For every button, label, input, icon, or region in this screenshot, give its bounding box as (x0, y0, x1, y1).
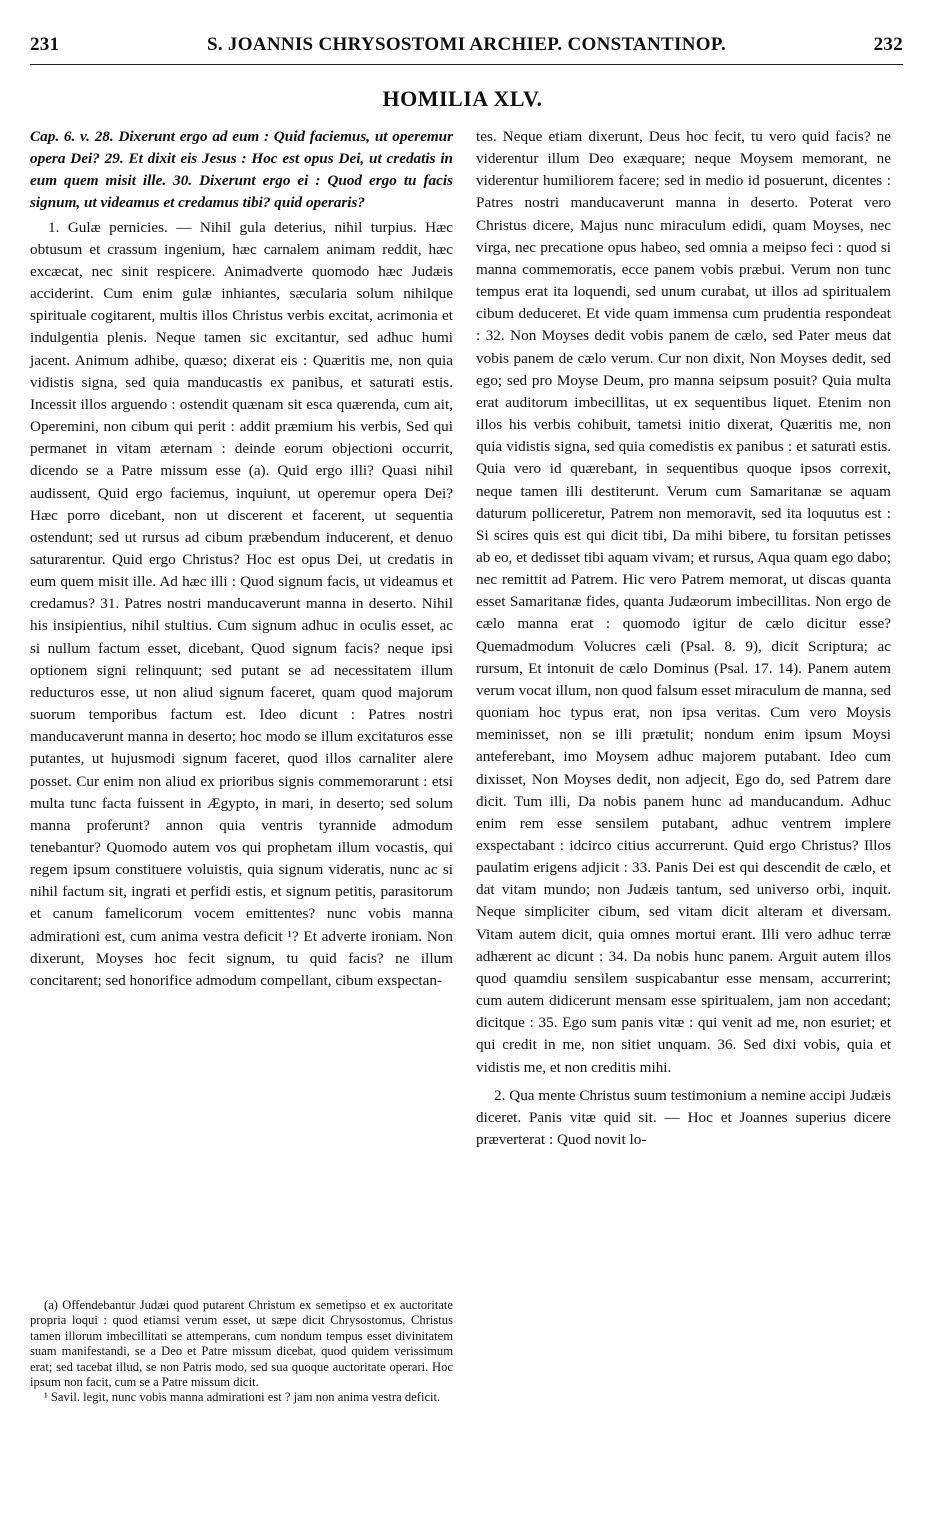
footnote-1: ¹ Savil. legit, nunc vobis manna admirationi est ? jam non anima vestra deficit. (44, 1390, 441, 1405)
page-number-right: 232 (873, 34, 903, 55)
footnotes (30, 1298, 453, 1406)
homily-title: HOMILIA XLV. (382, 86, 543, 111)
footnote-a: (a) Offendebantur Judæi quod putarent Christum ex semetipso et ex auctoritate propria loqui : quod etiamsi verum esset, ut sæpe dicit Chrysostomus, Christus tamen illorum imbecillitati se attemperans, cum nondum tempus esset divinitatem suam manifestandi, se a Deo et Patre missum dicebat, quod quidem verissimum erat; sed tacebat illud, se non Patris modo, sed sua quoque auctoritate operari. Hoc ipsum non facit, cum se a Patre missum dicit. (30, 1298, 453, 1390)
running-title: S. JOANNIS CHRYSOSTOMI ARCHIEP. CONSTANTINOP. (206, 34, 727, 55)
section-2-text: 2. Qua mente Christus suum testimonium a nemine accipi Judæis diceret. Panis vitæ quid sit. — Hoc et Joannes superius dicere præverterat : Quod novit lo- (476, 1086, 891, 1149)
running-head (30, 34, 903, 60)
left-column (30, 126, 453, 992)
chapter-intro: Cap. 6. v. 28. Dixerunt ergo ad eum : Quid faciemus, ut operemur opera Dei? 29. Et dixit eis Jesus : Hoc est opus Dei, ut credatis in eum quem misit ille. 30. Dixerunt ergo ei : Quod ergo tu facis signum, ut videamus et credamus tibi? quid operaris? (30, 128, 453, 212)
right-column (476, 126, 891, 1151)
right-body-text: tes. Neque etiam dixerunt, Deus hoc fecit, tu vero quid facis? ne viderentur illum Deo exæquare; neque Moysem memorant, ne viderentur humiliorem facere; sed in medio id posuerunt, dicentes : Patres nostri manducaverunt manna in deserto. Poterat vero Christus dicere, Majus nunc miraculum edidi, quam Moyses, nec virga, nec precatione opus habeo, sed omnia a meipso feci : quod si manna commemoratis, ecce panem vobis præbui. Verum non tunc tempus erat ita loquendi, sed unum curabat, ut illos ad spiritualem cibum deduceret. Et vide quam immensa cum prudentia respondeat : 32. Non Moyses dedit vobis panem de cælo, sed Pater meus dat vobis panem de cælo verum. Cur non dixit, Non Moyses dedit, sed ego; sed pro Moyse Deum, pro manna seipsum posuit? Quia multa erat auditorum imbecillitas, ut ex sequentibus liquet. Etenim non illos his verbis cohibuit, tametsi initio dixerat, Quæritis me, non quia vidistis signa, sed quia comedistis ex panibus : et saturati estis. Quia vero id quærebant, in sequentibus quoque ipsos correxit, neque tamen illi destiterunt. Verum cum Samaritanæ se aquam daturum polliceretur, Patrem non memoravit, sed ita loquutus est : Si scires quis est qui dicit tibi, Da mihi bibere, tu forsitan petisses ab eo, et dedisset tibi aquam vivam; et rursus, Aqua quam ego dabo; nec remittit ad Patrem. Hic vero Patrem memorat, ut discas quanta esset Samaritanæ fides, quanta Judæorum imbecillitas. Non ergo de cælo manna erat : quomodo igitur de cælo dicitur esse? Quemadmodum Volucres cæli (Psal. 8. 9), dicit Scriptura; ac rursum, Et intonuit de cælo Dominus (Psal. 17. 14). Panem autem verum vocat illum, non quod falsum esset miraculum de manna, sed quoniam hoc typus erat, non ipsa veritas. Cum vero Moysis meminisset, non se illi prætulit; nondum enim ipsum Moysi anteferebant, imo Moysem adhuc majorem putabant. Ideo cum dixisset, Non Moyses dedit, non adjecit, Ego do, sed Patrem dare dicit. Tum illi, Da nobis panem hunc ad manducandum. Adhuc enim rem esse sensilem putabant, adhuc ventrem implere exspectabant : idcirco citius accurrerunt. Quid ergo Christus? Illos paulatim erigens adjicit : 33. Panis Dei est qui descendit de cælo, et dat vitam mundo; non Judæis tantum, sed universo orbi, inquit. Neque simpliciter cibum, sed vitam dicit alteram et diversam. Vitam autem dicit, quia omnes mortui erant. Illi vero adhuc terræ adhærent ac dicunt : 34. Da nobis hunc panem. Arguit autem illos quod quamdiu sensilem suspicabantur esse mensam, accurrerint; cum autem didicerunt mensam esse spiritualem, jam non accedant; dicitque : 35. Ego sum panis vitæ : qui venit ad me, non esuriet; et qui credit in me, non sitiet unquam. 36. Sed dixi vobis, quia et vidistis me, et non creditis mihi. (476, 128, 891, 1076)
header-rule (30, 64, 903, 65)
page-number-left: 231 (30, 34, 60, 55)
left-body-text: 1. Gulæ pernicies. — Nihil gula deterius, nihil turpius. Hæc obtusum et crassum ingenium, hæc carnalem animam reddit, hæc excæcat, nec sinit respicere. Animadverte quomodo hæc Judæis acciderint. Cum enim gulæ inhiantes, sæcularia solum nihilque spirituale cogitarent, multis illos Christus verbis excitat, acrimonia et indulgentia plenis. Neque tamen sic excitantur, sed adhuc humi jacent. Animum adhibe, quæso; dixerat eis : Quæritis me, non quia vidistis signa, sed quia manducastis ex panibus, et saturati estis. Incessit illos arguendo : ostendit quænam sit esca quærenda, cum ait, Operemini, non cibum qui perit : addit præmium his verbis, Sed qui permanet in vitam æternam : deinde eorum objectioni occurrit, dicendo se a Patre missum esse (a). Quid ergo illi? Quasi nihil audissent, Quid ergo faciemus, inquiunt, ut operemur opera Dei? Hæc porro dicebant, non ut discerent et facerent, ut sequentia ostendunt; sed ut rursus ad cibum præbendum inducerent, et denuo saturarentur. Quid ergo Christus? Hoc est opus Dei, ut credatis in eum quem misit ille. Ad hæc illi : Quod signum facis, ut videamus et credamus? 31. Patres nostri manducaverunt manna in deserto. Nihil his insipientius, nihil stultius. Cum signum adhuc in oculis esset, ac si nullum factum esset, dicebant, Quod signum facis? neque ipsi optionem signi relinquunt; sed putant se ad necessitatem illum reducturos esse, ut non aliud signum faceret, quam quod majorum suorum temporibus factum est. Ideo dicunt : Patres nostri manducaverunt manna in deserto; hoc modo se illum excitaturos esse putantes, ut hujusmodi signum faceret, quod illos carnaliter alere posset. Cur enim non aliud ex prioribus signis commemorarunt : etsi multa tunc facta fuissent in Ægypto, in mari, in deserto; sed solum manna proferunt? annon quia ventris tyrannide admodum tenebantur? Quomodo autem vos qui prophetam illum vocastis, qui regem ipsum constituere voluistis, quia signum videratis, nunc ac si nihil factum sit, ingrati et perfidi estis, et signum petitis, parasitorum et canum famelicorum vocem emittentes? nunc vobis manna admirationi est, cum anima vestra deficit ¹? Et adverte ironiam. Non dixerunt, Moyses hoc fecit signum, tu quid facis? ne illum concitarent; sed honorifice admodum compellant, cibum exspectan- (30, 218, 453, 989)
